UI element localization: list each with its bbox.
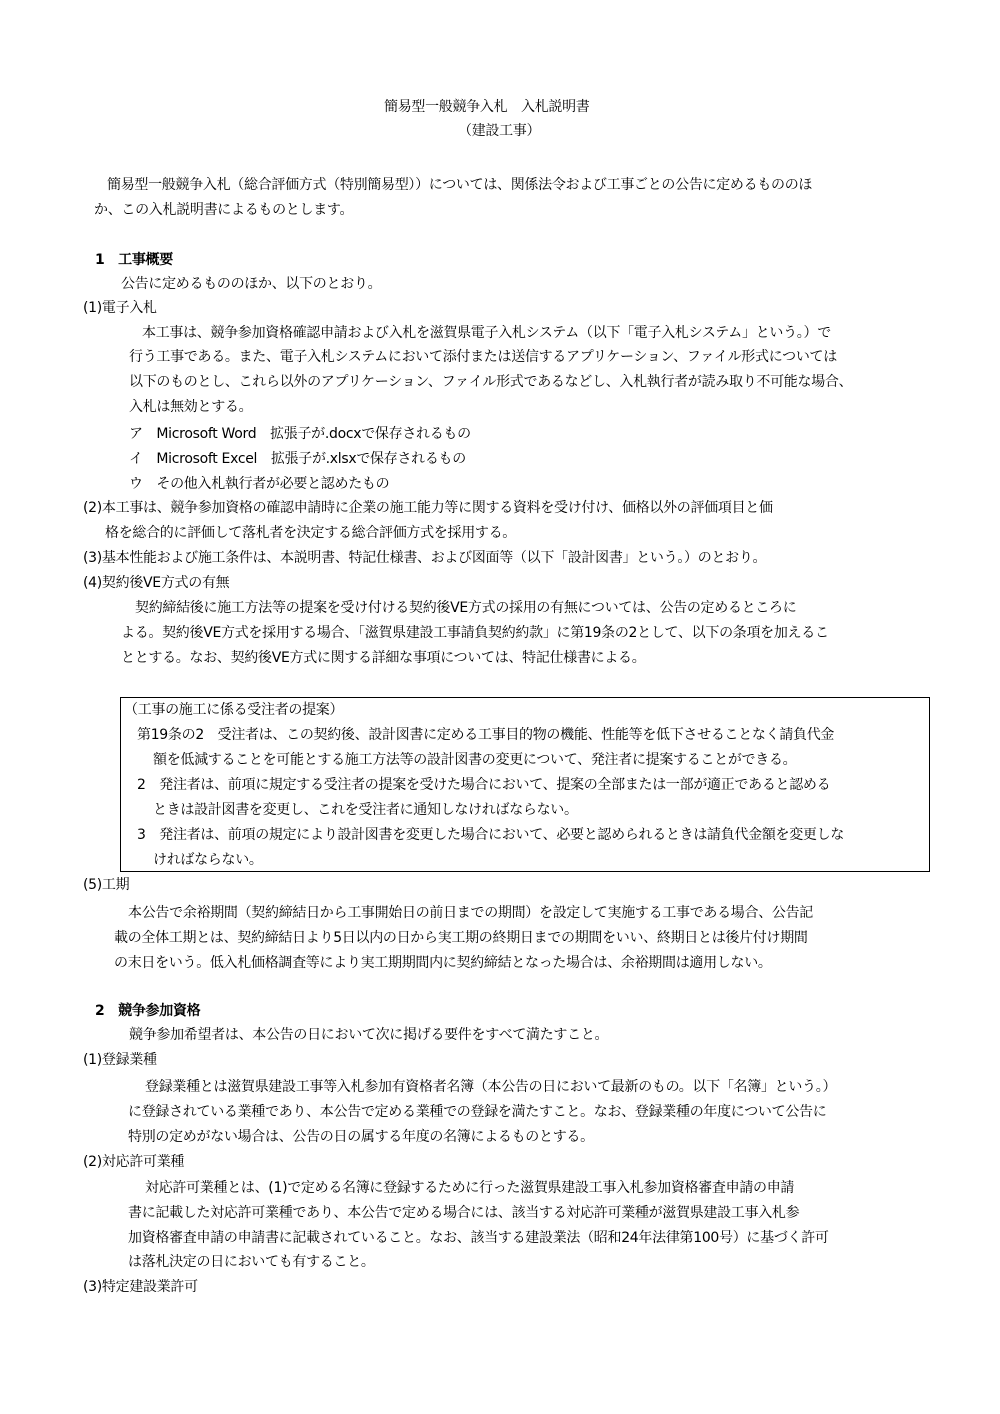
paragraph-line: 行う工事である。また、電子入札システムにおいて添付または送信するアプリケーション、ファイル形式については <box>129 349 837 365</box>
paragraph-line: 加資格審査申請の申請書に記載されていること。なお、該当する建設業法（昭和24年法律第100号）に基づく許可 <box>128 1230 829 1246</box>
option-item: ウ その他入札執行者が必要と認めたもの <box>129 476 390 492</box>
section-lead: 公告に定めるもののほか、以下のとおり。 <box>121 276 382 292</box>
clause-line: 2 発注者は、前項に規定する受注者の提案を受けた場合において、提案の全部または一部が適正であると認める <box>137 777 831 793</box>
paragraph-line: に登録されている業種であり、本公告で定める業種での登録を満たすこと。なお、登録業種の年度について公告に <box>128 1104 827 1120</box>
option-item: イ Microsoft Excel 拡張子が.xlsxで保存されるもの <box>129 451 466 467</box>
paragraph-line: 本工事は、競争参加資格確認申請および入札を滋賀県電子入札システム（以下「電子入札システム」という。）で <box>142 325 831 341</box>
paragraph-line: (3)基本性能および施工条件は、本説明書、特記仕様書、および図面等（以下「設計図書」という。）のとおり。 <box>83 550 767 566</box>
paragraph-line: 登録業種とは滋賀県建設工事等入札参加有資格者名簿（本公告の日において最新のもの。以下「名簿」という。） <box>145 1079 837 1095</box>
paragraph-line: (2)本工事は、競争参加資格の確認申請時に企業の施工能力等に関する資料を受け付け、価格以外の評価項目と価 <box>83 500 773 516</box>
paragraph-line: よる。契約後VE方式を採用する場合、「滋賀県建設工事請負契約約款」に第19条の2として、以下の条項を加えるこ <box>121 625 829 641</box>
paragraph-line: は落札決定の日においても有すること。 <box>128 1254 375 1270</box>
intro-line: か、この入札説明書によるものとします。 <box>94 202 354 218</box>
clause-line: ければならない。 <box>153 852 263 868</box>
section-heading: 2 競争参加資格 <box>95 1003 201 1019</box>
intro-line: 簡易型一般競争入札（総合評価方式（特別簡易型））については、関係法令および工事ごとの公告に定めるもののほ <box>107 177 813 193</box>
paragraph-line: 特別の定めがない場合は、公告の日の属する年度の名簿によるものとする。 <box>128 1129 594 1145</box>
option-item: ア Microsoft Word 拡張子が.docxで保存されるもの <box>129 426 471 442</box>
paragraph-line: ととする。なお、契約後VE方式に関する詳細な事項については、特記仕様書による。 <box>121 650 646 666</box>
item-label: (5)工期 <box>83 877 130 893</box>
paragraph-line: 載の全体工期とは、契約締結日より5日以内の日から実工期の終期日までの期間をいい、終期日とは後片付け期間 <box>114 930 808 946</box>
page-title: 簡易型一般競争入札 入札説明書 <box>384 99 590 115</box>
paragraph-line: 本公告で余裕期間（契約締結日から工事開始日の前日までの期間）を設定して実施する工事である場合、公告記 <box>128 905 813 921</box>
paragraph-line: 契約締結後に施工方法等の提案を受け付ける契約後VE方式の採用の有無については、公告の定めるところに <box>135 600 797 616</box>
item-label: (1)電子入札 <box>83 300 157 316</box>
clause-line: （工事の施工に係る受注者の提案） <box>124 702 344 718</box>
clause-line: 額を低減することを可能とする施工方法等の設計図書の変更について、発注者に提案することができる。 <box>153 752 797 768</box>
page-subtitle: （建設工事） <box>458 123 541 139</box>
item-label: (4)契約後VE方式の有無 <box>83 575 230 591</box>
clause-line: 3 発注者は、前項の規定により設計図書を変更した場合において、必要と認められるときは請負代金額を変更しな <box>137 827 845 843</box>
section-heading: 1 工事概要 <box>95 252 173 268</box>
paragraph-line: 格を総合的に評価して落札者を決定する総合評価方式を採用する。 <box>105 525 516 541</box>
paragraph-line: 入札は無効とする。 <box>129 399 253 415</box>
paragraph-line: の末日をいう。低入札価格調査等により実工期期間内に契約締結となった場合は、余裕期間は適用しない。 <box>114 955 772 971</box>
clause-line: 第19条の2 受注者は、この契約後、設計図書に定める工事目的物の機能、性能等を低下させることなく請負代金 <box>137 727 835 743</box>
clause-line: ときは設計図書を変更し、これを受注者に通知しなければならない。 <box>153 802 578 818</box>
item-label: (3)特定建設業許可 <box>83 1279 198 1295</box>
paragraph-line: 以下のものとし、これら以外のアプリケーション、ファイル形式であるなどし、入札執行者が読み取り不可能な場合、 <box>129 374 853 390</box>
section-lead: 競争参加希望者は、本公告の日において次に掲げる要件をすべて満たすこと。 <box>129 1027 609 1043</box>
item-label: (1)登録業種 <box>83 1052 157 1068</box>
item-label: (2)対応許可業種 <box>83 1154 185 1170</box>
paragraph-line: 対応許可業種とは、(1)で定める名簿に登録するために行った滋賀県建設工事入札参加資格審査申請の申請 <box>145 1180 795 1196</box>
paragraph-line: 書に記載した対応許可業種であり、本公告で定める場合には、該当する対応許可業種が滋賀県建設工事入札参 <box>128 1205 800 1221</box>
